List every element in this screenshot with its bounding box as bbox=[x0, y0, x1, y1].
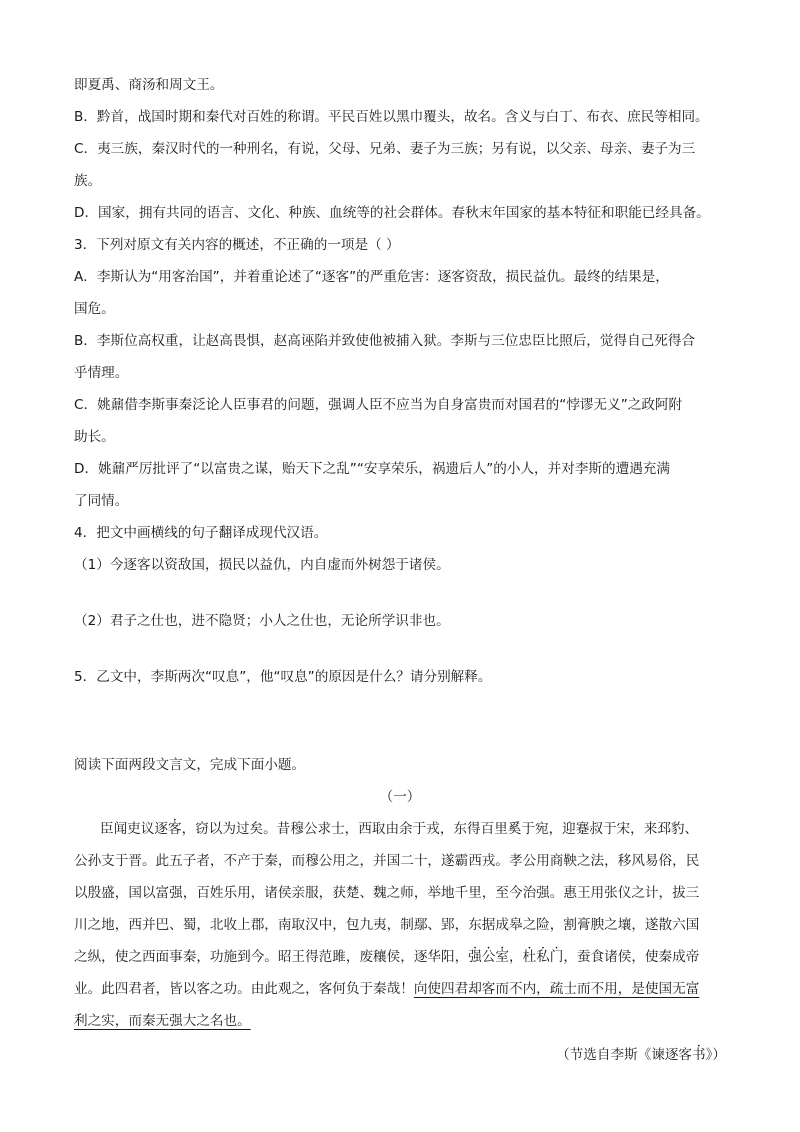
emphasis-dot-char: 客 bbox=[167, 821, 182, 837]
passage-line-2: 公孙支于晋。此五子者，不产于秦，而穆公用之，并国二十，遂霸西戎。孝公用商鞅之法，移风易俗，民 bbox=[74, 853, 700, 869]
q3-option-b-line2: 乎情理。 bbox=[74, 365, 129, 381]
passage-line-4: 川之地，西并巴、蜀，北收上郡，南取汉中，包九夷，制鄢、郢，东据成皋之险，割膏腴之壤，遂散六国 bbox=[74, 917, 700, 933]
passage-line-5: 之纵，使之西面事秦，功施到今。昭王得范雎，废穰侯，逐华阳，强公室，杜私门，蚕食诸侯，使秦成帝 bbox=[74, 949, 700, 965]
q3-option-a-line1: A．李斯认为“用客治国”，并着重论述了“逐客”的严重危害：逐客资敌，损民益仇。最终的结果是， bbox=[74, 269, 669, 285]
question-5: 5．乙文中，李斯两次“叹息”，他“叹息”的原因是什么？请分别解释。 bbox=[74, 669, 492, 685]
option-c-line1: C．夷三族，秦汉时代的一种刑名，有说，父母、兄弟、妻子为三族；另有说，以父亲、母亲、妻子为三 bbox=[74, 141, 696, 157]
option-d: D．国家，拥有共同的语言、文化、种族、血统等的社会群体。春秋末年国家的基本特征和职能已经具备。 bbox=[74, 205, 710, 221]
passage-line-3: 以殷盛，国以富强，百姓乐用，诸侯亲服，获楚、魏之师，举地千里，至今治强。惠王用张仪之计，拔三 bbox=[74, 885, 700, 901]
underlined-sentence: 向使四君却客而不内，疏士而不用，是使国无富 bbox=[413, 981, 700, 997]
option-b: B．黔首，战国时期和秦代对百姓的称谓。平民百姓以黑巾覆头，故名。含义与白丁、布衣、庶民等相同。 bbox=[74, 109, 709, 125]
option-a-continuation: 即夏禹、商汤和周文王。 bbox=[74, 77, 224, 93]
q3-option-c-line2: 助长。 bbox=[74, 429, 115, 445]
reading-instruction: 阅读下面两段文言文，完成下面小题。 bbox=[74, 757, 306, 773]
q3-option-d-line2: 了同情。 bbox=[74, 493, 129, 509]
q4-sentence-1: （1）今逐客以资敌国，损民以益仇，内自虚而外树怨于诸侯。 bbox=[74, 557, 450, 573]
q3-option-c-line1: C．姚鼐借李斯事秦泛论人臣事君的问题，强调人臣不应当为自身富贵而对国君的“悖谬无义”之政阿附 bbox=[74, 397, 683, 413]
passage-line-7: 利之实，而秦无强大之名也。 bbox=[74, 1013, 251, 1029]
q3-option-a-line2: 国危。 bbox=[74, 301, 115, 317]
question-4: 4．把文中画横线的句子翻译成现代汉语。 bbox=[74, 525, 328, 541]
question-3: 3．下列对原文有关内容的概述，不正确的一项是（ ） bbox=[74, 237, 400, 253]
passage-line-6: 业。此四君者，皆以客之功。由此观之，客何负于秦哉！向使四君却客而不内，疏士而不用，是使国无富 bbox=[74, 981, 700, 997]
passage-source: （节选自李斯《谏逐客书》） bbox=[556, 1047, 726, 1063]
q3-option-b-line1: B．李斯位高权重，让赵高畏惧，赵高诬陷并致使他被捕入狱。李斯与三位忠臣比照后，觉得自己死得合 bbox=[74, 333, 696, 349]
q4-sentence-2: （2）君子之仕也，进不隐贤；小人之仕也，无论所学识非也。 bbox=[74, 613, 450, 629]
passage-line-1: 臣闻吏议逐客，窃以为过矣。昔穆公求士，西取由余于戎，东得百里奚于宛，迎蹇叔于宋，来邳豹、 bbox=[100, 821, 699, 837]
passage-heading: （一） bbox=[379, 789, 421, 805]
q3-option-d-line1: D．姚鼐严厉批评了“以富贵之谋，贻天下之乱”“安享荣乐，祸遗后人”的小人，并对李斯的遭遇充满 bbox=[74, 461, 670, 477]
option-c-line2: 族。 bbox=[74, 173, 102, 189]
